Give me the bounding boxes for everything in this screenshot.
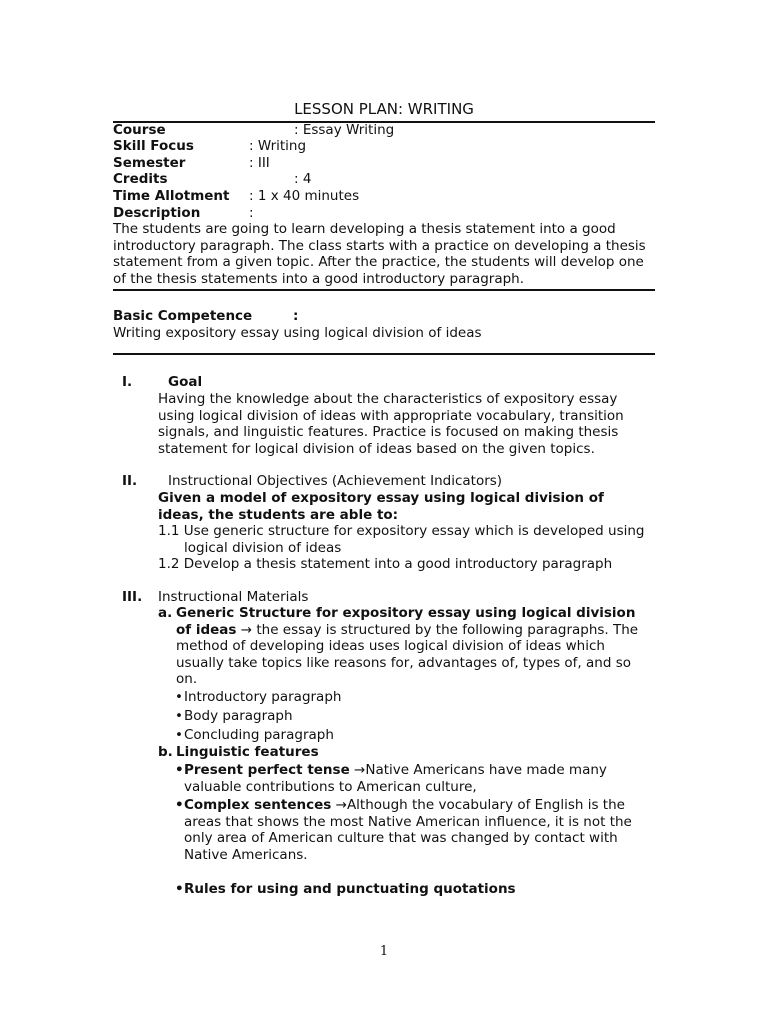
feature-name: Present perfect tense	[184, 762, 350, 778]
meta-value: : Writing	[249, 138, 307, 154]
page-number: 1	[379, 944, 389, 959]
meta-value: :	[249, 205, 254, 221]
divider-competence	[113, 353, 655, 355]
bullet-icon: •	[175, 762, 184, 778]
bullet-icon: •	[175, 689, 183, 705]
section-number: III.	[122, 589, 143, 605]
feature-name: Complex sentences	[184, 797, 332, 813]
linguistic-features-heading: Linguistic features	[176, 744, 319, 760]
bullet-icon: •	[175, 797, 184, 813]
arrow-icon: →	[331, 797, 347, 813]
feature-example: Native Americans have made many valuable contributions to American culture,	[184, 762, 607, 795]
meta-label: Semester	[113, 155, 186, 171]
competence-colon: :	[293, 308, 299, 324]
competence-label: Basic Competence	[113, 308, 253, 324]
generic-structure-text: the essay is structured by the following paragraphs. The method of developing ideas uses logical division of ideas which usually take topics like reasons for, advantages of, types of, and so on.	[176, 621, 639, 688]
section-title-materials: Instructional Materials	[158, 589, 309, 605]
meta-label: Course	[113, 122, 166, 138]
section-number: II.	[122, 473, 138, 489]
goal-text: Having the knowledge about the characteristics of expository essay using logical division of ideas with appropriate vocabulary, transition signals, and linguistic features. Practice is focused on making thesis statement for logical division of ideas based on the given topics.	[158, 391, 624, 457]
meta-value: : III	[249, 155, 270, 171]
generic-structure-heading: Generic Structure for expository essay using logical division of ideas	[176, 605, 636, 638]
competence-text: Writing expository essay using logical division of ideas	[113, 325, 482, 341]
description-text: The students are going to learn developing a thesis statement into a good introductory paragraph. The class starts with a practice on developing a thesis statement from a given topic. After the practice, the students will develop one of the thesis statements into a good introductory paragraph.	[113, 221, 646, 287]
bullet-icon: •	[175, 708, 183, 724]
divider-description	[113, 289, 655, 291]
objective-item: 1.2 Develop a thesis statement into a good introductory paragraph	[158, 556, 613, 572]
meta-label: Description	[113, 205, 201, 221]
bullet-icon: •	[175, 727, 183, 743]
meta-label: Time Allotment	[113, 188, 230, 204]
meta-value: : 4	[294, 171, 312, 187]
meta-value: : 1 x 40 minutes	[249, 188, 360, 204]
page-title: LESSON PLAN: WRITING	[294, 100, 474, 118]
section-title-objectives: Instructional Objectives (Achievement Indicators)	[168, 473, 503, 489]
arrow-icon: →	[349, 762, 366, 778]
section-number: I.	[122, 374, 133, 390]
item-label: b.	[158, 744, 173, 760]
objective-item: 1.1 Use generic structure for expository essay which is developed using logical division of ideas	[158, 523, 645, 556]
bullet-icon: •	[175, 881, 184, 897]
feature-name: Rules for using and punctuating quotations	[184, 881, 516, 897]
objectives-lead: Given a model of expository essay using logical division of ideas, the students are able to:	[158, 490, 604, 523]
item-label: a.	[158, 605, 173, 621]
feature-example: Although the vocabulary of English is the areas that shows the most Native American influence, it is not the only area of American culture that was changed by contact with Native Americans.	[184, 797, 632, 863]
section-title-goal: Goal	[168, 374, 203, 390]
meta-label: Credits	[113, 171, 168, 187]
generic-structure-paragraph	[176, 605, 654, 688]
meta-value: : Essay Writing	[294, 122, 395, 138]
arrow-icon: →	[236, 621, 257, 638]
meta-label: Skill Focus	[113, 138, 194, 154]
